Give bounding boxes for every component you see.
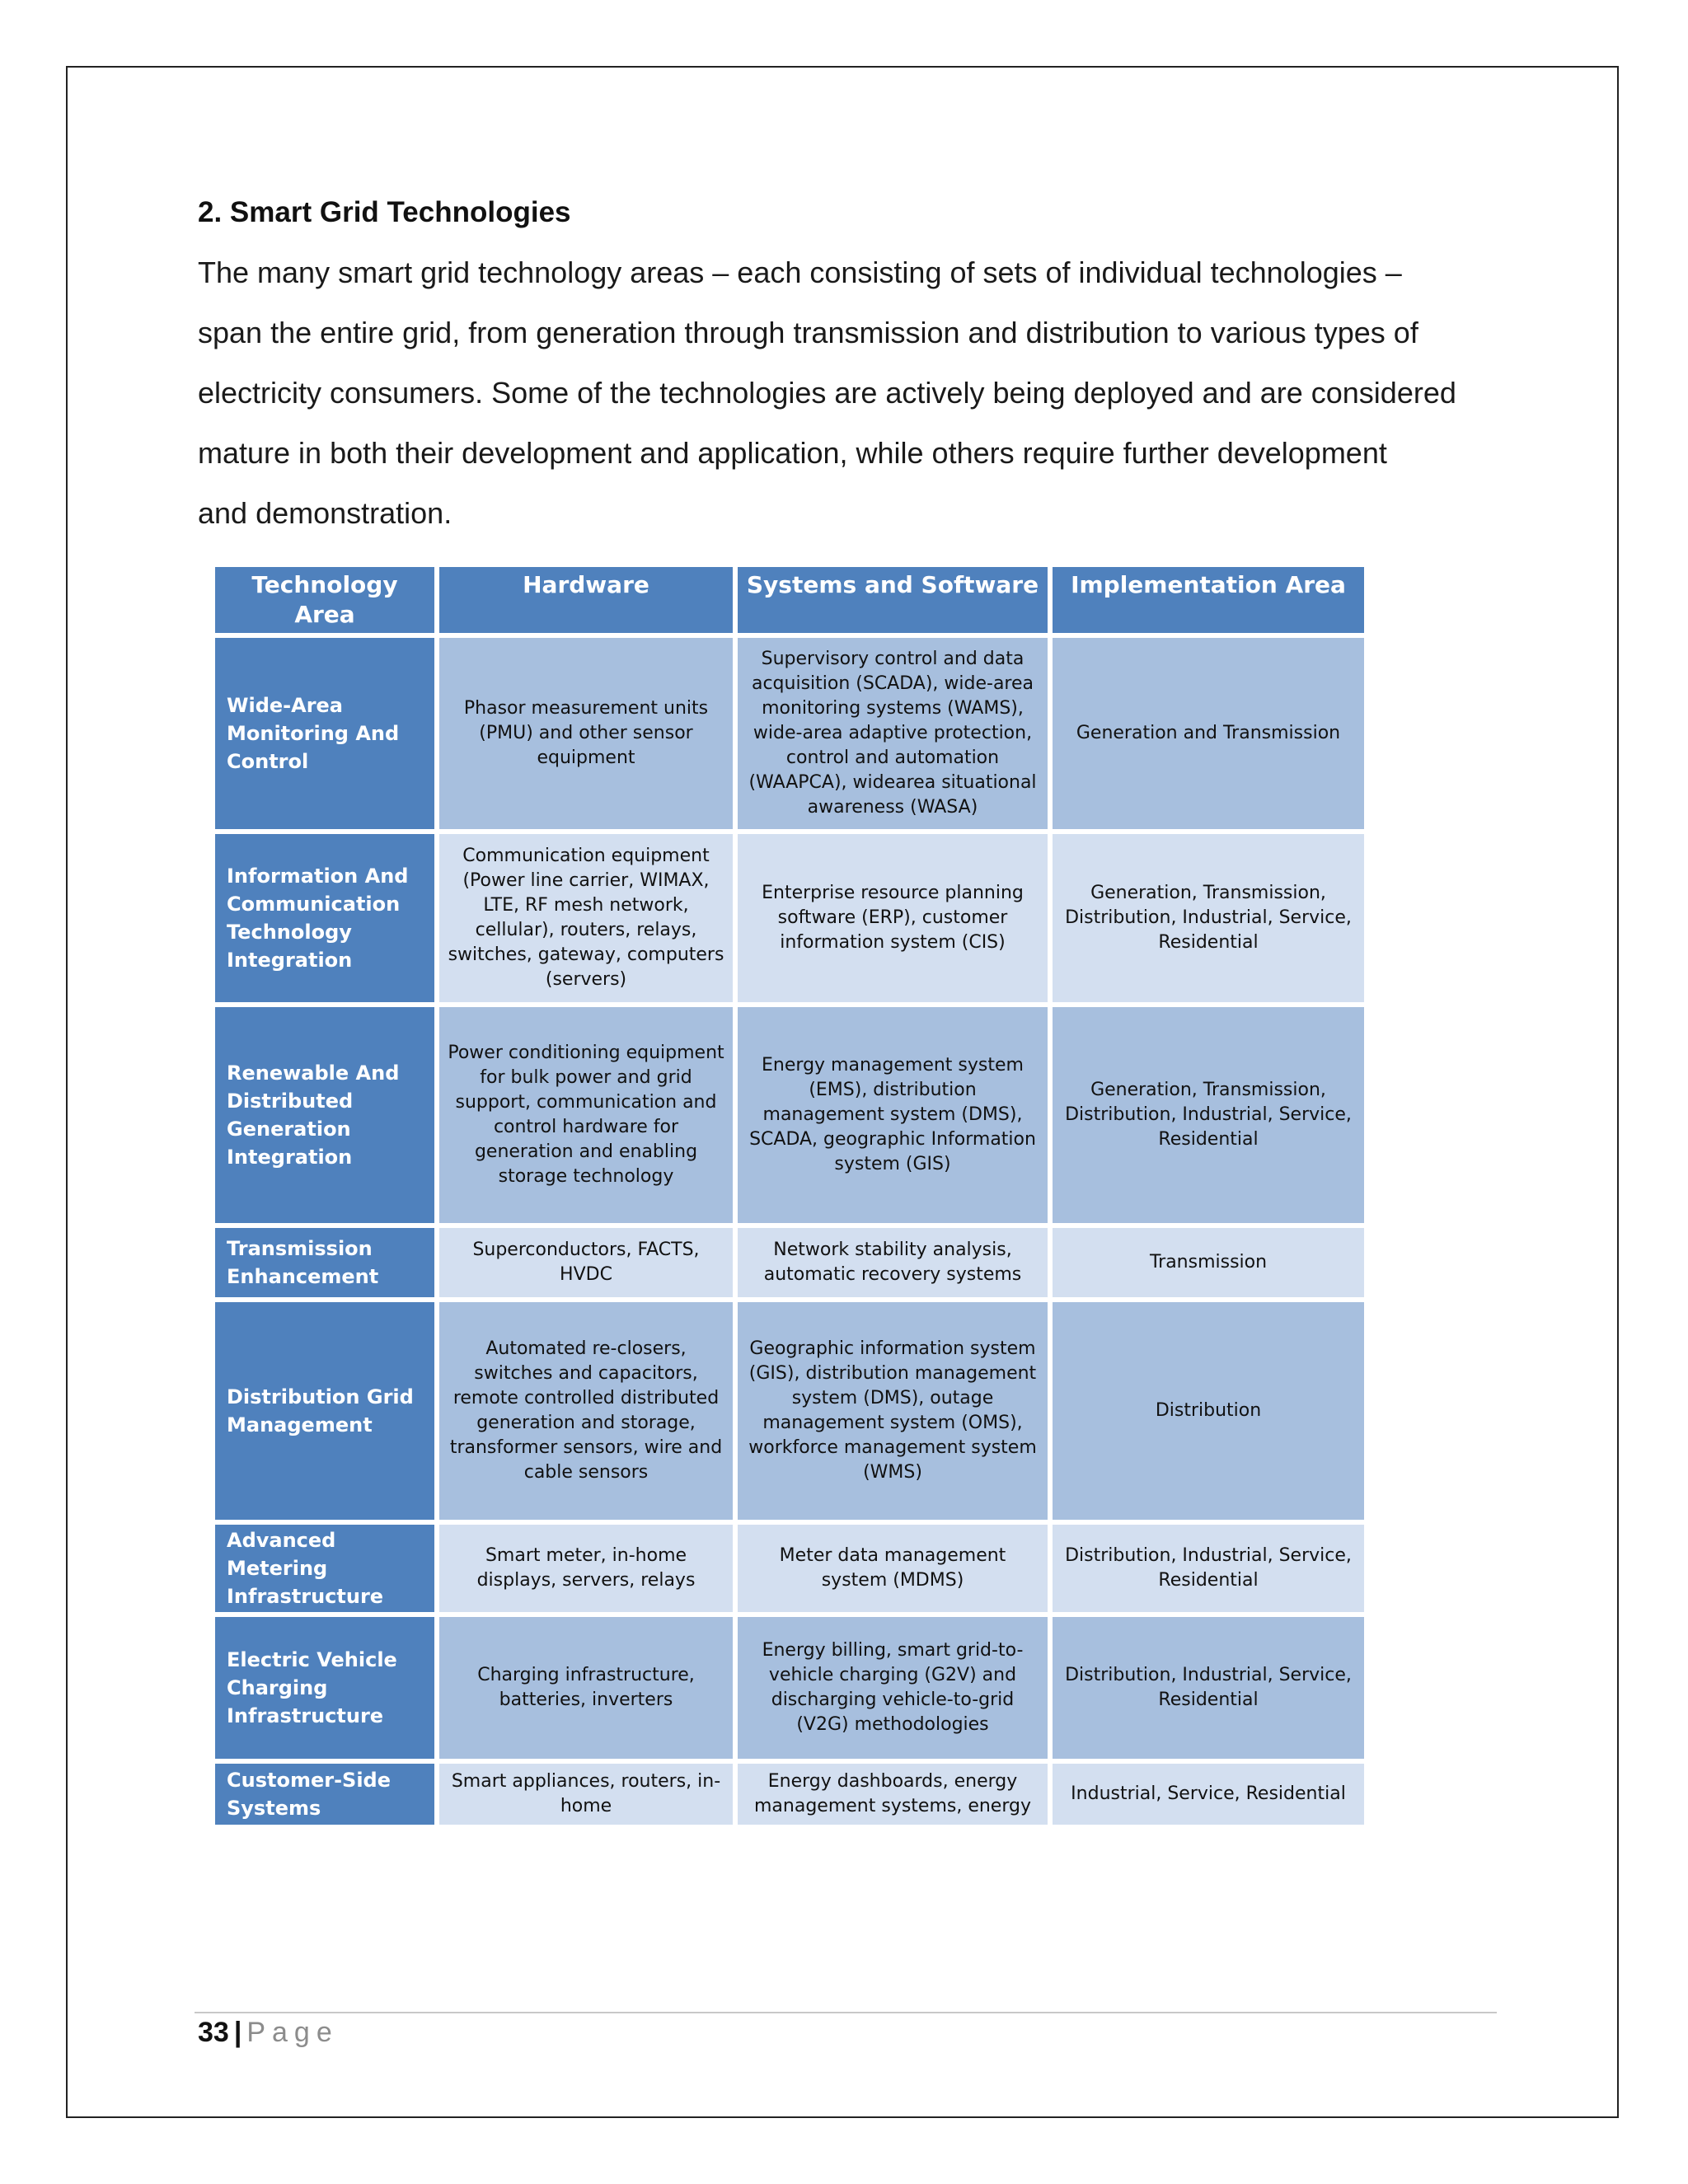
hardware-cell: Communication equipment (Power line carrier, WIMAX, LTE, RF mesh network, cellular), routers, relays, switches, gateway, computers (servers) bbox=[437, 832, 735, 1005]
page-footer bbox=[198, 2017, 339, 2049]
hardware-cell: Phasor measurement units (PMU) and other sensor equipment bbox=[437, 635, 735, 832]
implementation-cell: Distribution, Industrial, Service, Residential bbox=[1050, 1615, 1367, 1761]
column-header-hardware: Hardware bbox=[437, 565, 735, 635]
table-row bbox=[213, 1300, 1367, 1522]
table-row bbox=[213, 1522, 1367, 1615]
hardware-cell: Superconductors, FACTS, HVDC bbox=[437, 1226, 735, 1300]
software-cell: Energy billing, smart grid-to-vehicle charging (G2V) and discharging vehicle-to-grid (V2G) methodologies bbox=[735, 1615, 1050, 1761]
technology-area-cell: Wide-Area Monitoring And Control bbox=[213, 635, 437, 832]
software-cell: Meter data management system (MDMS) bbox=[735, 1522, 1050, 1615]
section-heading: 2. Smart Grid Technologies bbox=[198, 196, 571, 228]
implementation-cell: Industrial, Service, Residential bbox=[1050, 1761, 1367, 1827]
software-cell: Energy management system (EMS), distribution management system (DMS), SCADA, geographic Information system (GIS) bbox=[735, 1005, 1050, 1226]
column-header-systems-software: Systems and Software bbox=[735, 565, 1050, 635]
hardware-cell: Automated re-closers, switches and capacitors, remote controlled distributed generation and storage, transformer sensors, wire and cable sensors bbox=[437, 1300, 735, 1522]
implementation-cell: Generation and Transmission bbox=[1050, 635, 1367, 832]
software-cell: Geographic information system (GIS), distribution management system (DMS), outage management system (OMS), workforce management system (WMS) bbox=[735, 1300, 1050, 1522]
technology-area-cell: Customer-Side Systems bbox=[213, 1761, 437, 1827]
hardware-cell: Smart meter, in-home displays, servers, relays bbox=[437, 1522, 735, 1615]
paragraph-line: span the entire grid, from generation through transmission and distribution to various types of bbox=[198, 316, 1418, 349]
smart-grid-table-image bbox=[213, 565, 1367, 1827]
implementation-cell: Transmission bbox=[1050, 1226, 1367, 1300]
paragraph-line: electricity consumers. Some of the technologies are actively being deployed and are considered bbox=[198, 376, 1456, 410]
footer-separator: | bbox=[233, 2017, 242, 2048]
table-row bbox=[213, 1226, 1367, 1300]
software-cell: Energy dashboards, energy management systems, energy bbox=[735, 1761, 1050, 1827]
software-cell: Enterprise resource planning software (ERP), customer information system (CIS) bbox=[735, 832, 1050, 1005]
section-content bbox=[198, 196, 1500, 543]
table-row bbox=[213, 1005, 1367, 1226]
implementation-cell: Distribution, Industrial, Service, Residential bbox=[1050, 1522, 1367, 1615]
paragraph-line: mature in both their development and application, while others require further development bbox=[198, 436, 1387, 470]
paragraph-line: The many smart grid technology areas – each consisting of sets of individual technologies – bbox=[198, 255, 1402, 289]
technology-area-cell: Information And Communication Technology Integration bbox=[213, 832, 437, 1005]
technology-area-cell: Distribution Grid Management bbox=[213, 1300, 437, 1522]
footer-divider bbox=[195, 2012, 1497, 2013]
technology-area-cell: Transmission Enhancement bbox=[213, 1226, 437, 1300]
implementation-cell: Generation, Transmission, Distribution, Industrial, Service, Residential bbox=[1050, 1005, 1367, 1226]
page-label: Page bbox=[246, 2017, 339, 2048]
implementation-cell: Distribution bbox=[1050, 1300, 1367, 1522]
hardware-cell: Power conditioning equipment for bulk power and grid support, communication and control hardware for generation and enabling storage technology bbox=[437, 1005, 735, 1226]
software-cell: Supervisory control and data acquisition (SCADA), wide-area monitoring systems (WAMS), wide-area adaptive protection, control and automation (WAAPCA), widearea situational awareness (WASA) bbox=[735, 635, 1050, 832]
technology-area-cell: Renewable And Distributed Generation Integration bbox=[213, 1005, 437, 1226]
column-header-implementation-area: Implementation Area bbox=[1050, 565, 1367, 635]
smart-grid-technologies-table bbox=[213, 565, 1367, 1827]
table-header-row bbox=[213, 565, 1367, 635]
paragraph-line: and demonstration. bbox=[198, 496, 452, 530]
table-row bbox=[213, 832, 1367, 1005]
table-row bbox=[213, 1615, 1367, 1761]
hardware-cell: Smart appliances, routers, in-home bbox=[437, 1761, 735, 1827]
implementation-cell: Generation, Transmission, Distribution, Industrial, Service, Residential bbox=[1050, 832, 1367, 1005]
table-row bbox=[213, 635, 1367, 832]
section-paragraph bbox=[198, 242, 1500, 543]
technology-area-cell: Electric Vehicle Charging Infrastructure bbox=[213, 1615, 437, 1761]
technology-area-cell: Advanced Metering Infrastructure bbox=[213, 1522, 437, 1615]
table-row bbox=[213, 1761, 1367, 1827]
column-header-technology-area: Technology Area bbox=[213, 565, 437, 635]
page-number: 33 bbox=[198, 2017, 229, 2048]
software-cell: Network stability analysis, automatic recovery systems bbox=[735, 1226, 1050, 1300]
hardware-cell: Charging infrastructure, batteries, inverters bbox=[437, 1615, 735, 1761]
